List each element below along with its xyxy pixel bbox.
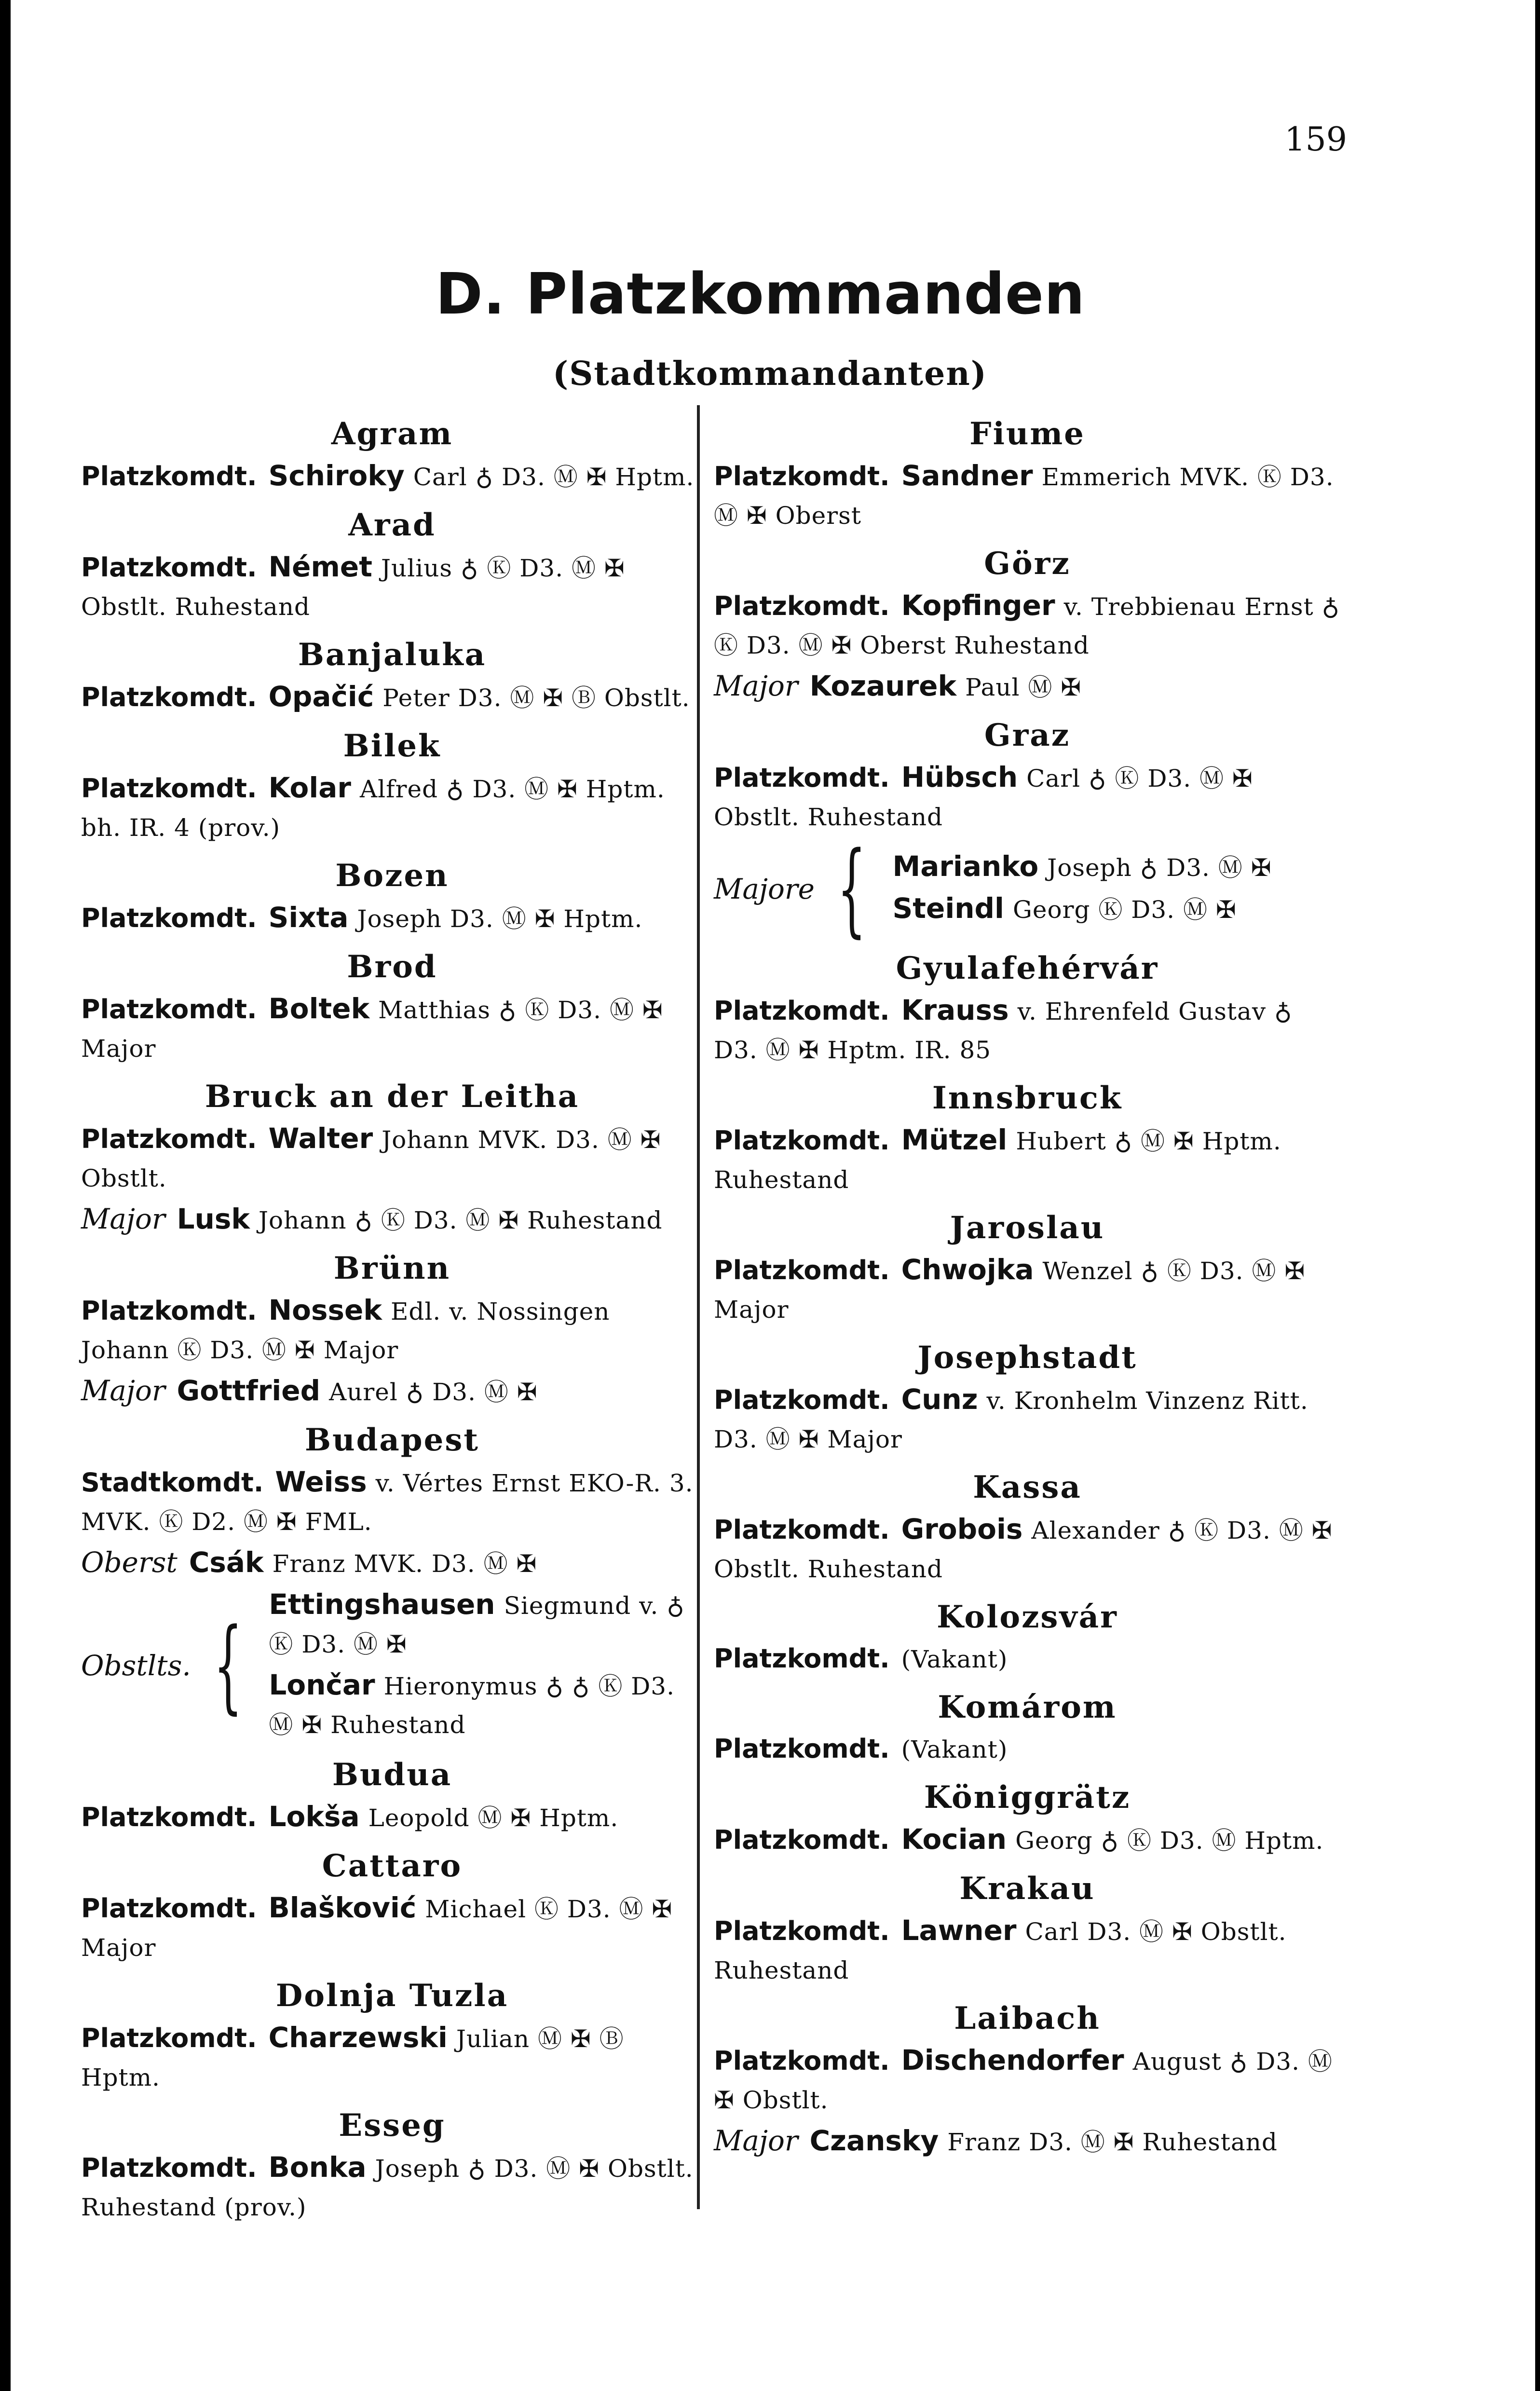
officer-rank: Platzkomdt. xyxy=(714,1734,890,1764)
officer-entry xyxy=(714,991,1341,1069)
officer-details: Franz MVK. D3. Ⓜ ✠ xyxy=(272,1550,537,1578)
group-label: Majore xyxy=(714,873,815,905)
officer-entry xyxy=(714,667,1341,707)
place-heading: Görz xyxy=(984,546,1071,582)
page-number: 159 xyxy=(1284,121,1347,159)
page-title: D. Platzkommanden xyxy=(436,260,1085,327)
officer-name: Charzewski xyxy=(268,2021,448,2054)
officer-entry xyxy=(81,1462,703,1541)
officer-name: Lokša xyxy=(268,1800,360,1833)
officer-rank: Platzkomdt. xyxy=(81,461,257,492)
place-heading: Agram xyxy=(331,416,453,452)
officer-entry xyxy=(893,889,1341,929)
group-list xyxy=(269,1585,703,1746)
officer-name: Schiroky xyxy=(268,459,405,492)
group-list xyxy=(893,847,1341,931)
officer-details: (Vakant) xyxy=(901,1735,1008,1763)
officer-entry xyxy=(81,1291,703,1369)
officer-entry xyxy=(81,1797,703,1837)
place-heading: Innsbruck xyxy=(932,1080,1123,1116)
officer-name: Gottfried xyxy=(177,1374,321,1407)
place-heading: Cattaro xyxy=(322,1848,463,1884)
officer-details: Wenzel ♁ Ⓚ D3. Ⓜ ✠ Major xyxy=(714,1257,1306,1324)
officer-rank: Platzkomdt. xyxy=(81,994,257,1025)
place-heading: Graz xyxy=(984,717,1071,753)
officer-details: v. Trebbienau Ernst ♁ Ⓚ D3. Ⓜ ✠ Oberst Ruhestand xyxy=(714,593,1340,659)
officer-rank: Platzkomdt. xyxy=(714,591,890,621)
officer-rank: Platzkomdt. xyxy=(714,1916,890,1946)
officer-group xyxy=(714,830,1341,948)
officer-name: Dischendorfer xyxy=(901,2044,1124,2077)
officer-name: Steindl xyxy=(892,892,1004,925)
officer-name: Lončar xyxy=(269,1668,375,1701)
officer-entry xyxy=(714,1510,1341,1588)
officer-entry xyxy=(81,1543,703,1583)
officer-name: Marianko xyxy=(892,850,1039,883)
officer-rank: Platzkomdt. xyxy=(714,1515,890,1545)
officer-details: Leopold Ⓜ ✠ Hptm. xyxy=(368,1804,619,1832)
officer-rank: Platzkomdt. xyxy=(81,1893,257,1924)
page-subtitle: (Stadtkommandanten) xyxy=(553,355,987,393)
officer-rank: Platzkomdt. xyxy=(81,552,257,583)
officer-name: Kocian xyxy=(901,1823,1007,1856)
officer-details: Peter D3. Ⓜ ✠ Ⓑ Obstlt. xyxy=(382,684,690,712)
officer-name: Walter xyxy=(268,1122,373,1155)
officer-name: Sixta xyxy=(268,901,349,934)
officer-rank: Platzkomdt. xyxy=(714,763,890,793)
officer-entry xyxy=(81,989,703,1068)
place-heading: Brünn xyxy=(333,1250,451,1286)
place-heading: Fiume xyxy=(969,416,1085,452)
officer-rank: Oberst xyxy=(81,1546,177,1579)
officer-rank: Platzkomdt. xyxy=(714,1385,890,1415)
officer-rank: Platzkomdt. xyxy=(714,996,890,1026)
place-heading: Komárom xyxy=(938,1689,1117,1725)
officer-name: Bonka xyxy=(268,2151,367,2184)
officer-details: Georg Ⓚ D3. Ⓜ ✠ xyxy=(1012,896,1237,924)
officer-rank: Major xyxy=(714,2124,798,2157)
right-column xyxy=(714,405,1341,2163)
officer-entry xyxy=(269,1666,703,1744)
officer-details: Emmerich MVK. Ⓚ D3. Ⓜ ✠ Oberst xyxy=(714,463,1334,530)
place-heading: Bilek xyxy=(343,728,441,764)
officer-details: Michael Ⓚ D3. Ⓜ ✠ Major xyxy=(81,1895,673,1962)
officer-name: Grobois xyxy=(901,1513,1023,1545)
officer-entry xyxy=(714,456,1341,535)
officer-name: Kolar xyxy=(268,771,351,804)
officer-name: Ettingshausen xyxy=(269,1588,495,1621)
officer-name: Lawner xyxy=(901,1914,1017,1947)
place-heading: Banjaluka xyxy=(298,637,487,673)
officer-details: (Vakant) xyxy=(901,1645,1008,1673)
officer-details: Carl D3. Ⓜ ✠ Obstlt. Ruhestand xyxy=(714,1918,1287,1984)
officer-group xyxy=(81,1585,703,1746)
officer-rank: Stadtkomdt. xyxy=(81,1467,264,1498)
officer-rank: Platzkomdt. xyxy=(714,1643,890,1674)
officer-entry xyxy=(81,768,703,847)
officer-rank: Platzkomdt. xyxy=(714,1255,890,1285)
officer-details: Joseph D3. Ⓜ ✠ Hptm. xyxy=(357,905,643,933)
brace-glyph: { xyxy=(837,830,866,948)
officer-name: Opačić xyxy=(268,680,374,713)
officer-name: Kozaurek xyxy=(809,669,957,702)
place-heading: Kassa xyxy=(973,1469,1082,1505)
officer-details: Carl ♁ D3. Ⓜ ✠ Hptm. xyxy=(413,463,695,491)
officer-name: Csák xyxy=(189,1546,264,1579)
officer-details: Hieronymus ♁ ♁ Ⓚ D3. Ⓜ ✠ Ruhestand xyxy=(269,1672,675,1739)
officer-entry xyxy=(81,677,703,717)
officer-rank: Platzkomdt. xyxy=(81,1802,257,1832)
officer-name: Kopfinger xyxy=(901,589,1055,622)
officer-details: Paul Ⓜ ✠ xyxy=(965,673,1082,701)
officer-details: Joseph ♁ D3. Ⓜ ✠ Obstlt. Ruhestand (prov.) xyxy=(81,2155,694,2221)
officer-name: Mützel xyxy=(901,1123,1008,1156)
officer-details: Johann ♁ Ⓚ D3. Ⓜ ✠ Ruhestand xyxy=(258,1206,663,1234)
place-heading: Laibach xyxy=(954,2000,1101,2036)
officer-entry xyxy=(714,1120,1341,1199)
officer-rank: Major xyxy=(81,1202,165,1235)
officer-details: Julian Ⓜ ✠ Ⓑ Hptm. xyxy=(81,2025,624,2091)
officer-details: Matthias ♁ Ⓚ D3. Ⓜ ✠ Major xyxy=(81,996,663,1063)
place-heading: Budapest xyxy=(305,1422,479,1458)
officer-entry xyxy=(714,586,1341,665)
place-heading: Josephstadt xyxy=(917,1339,1137,1376)
officer-details: v. Vértes Ernst EKO-R. 3. MVK. Ⓚ D2. Ⓜ ✠ FML. xyxy=(81,1469,694,1536)
officer-entry xyxy=(714,1640,1341,1679)
officer-entry xyxy=(714,2121,1341,2161)
officer-entry xyxy=(81,456,703,496)
officer-rank: Platzkomdt. xyxy=(714,1125,890,1156)
place-heading: Jaroslau xyxy=(950,1210,1105,1246)
officer-entry xyxy=(81,547,703,626)
officer-details: Alexander ♁ Ⓚ D3. Ⓜ ✠ Obstlt. Ruhestand xyxy=(714,1517,1333,1583)
officer-rank: Platzkomdt. xyxy=(81,1296,257,1326)
place-heading: Budua xyxy=(332,1757,452,1793)
officer-name: Cunz xyxy=(901,1383,978,1416)
group-label: Obstlts. xyxy=(81,1649,191,1682)
officer-rank: Platzkomdt. xyxy=(714,461,890,492)
officer-rank: Platzkomdt. xyxy=(81,682,257,712)
place-heading: Esseg xyxy=(339,2107,446,2144)
officer-details: v. Ehrenfeld Gustav ♁ D3. Ⓜ ✠ Hptm. IR. 85 xyxy=(714,997,1293,1064)
officer-details: Alfred ♁ D3. Ⓜ ✠ Hptm. bh. IR. 4 (prov.) xyxy=(81,775,665,842)
officer-entry xyxy=(714,1250,1341,1329)
officer-entry xyxy=(81,1200,703,1240)
officer-details: Johann MVK. D3. Ⓜ ✠ Obstlt. xyxy=(81,1126,661,1192)
officer-entry xyxy=(81,2148,703,2227)
officer-rank: Platzkomdt. xyxy=(81,1124,257,1154)
officer-entry xyxy=(81,1371,703,1411)
officer-details: v. Kronhelm Vinzenz Ritt. D3. Ⓜ ✠ Major xyxy=(714,1387,1308,1453)
officer-entry xyxy=(714,1820,1341,1860)
place-heading: Bruck an der Leitha xyxy=(204,1079,580,1115)
officer-name: Krauss xyxy=(901,994,1009,1026)
place-heading: Brod xyxy=(347,949,437,985)
place-heading: Gyulafehérvár xyxy=(896,950,1159,986)
officer-details: Joseph ♁ D3. Ⓜ ✠ xyxy=(1047,854,1272,882)
officer-name: Sandner xyxy=(901,459,1033,492)
officer-entry xyxy=(714,1911,1341,1990)
officer-rank: Major xyxy=(81,1374,165,1407)
officer-entry xyxy=(714,758,1341,836)
officer-details: Edl. v. Nossingen Johann Ⓚ D3. Ⓜ ✠ Major xyxy=(81,1298,610,1364)
brace-glyph: { xyxy=(213,1606,243,1724)
place-heading: Kolozsvár xyxy=(937,1599,1118,1635)
officer-name: Hübsch xyxy=(901,761,1018,793)
officer-details: August ♁ D3. Ⓜ ✠ Obstlt. xyxy=(714,2048,1333,2114)
officer-entry xyxy=(81,898,703,938)
officer-details: Franz D3. Ⓜ ✠ Ruhestand xyxy=(947,2128,1278,2156)
officer-rank: Platzkomdt. xyxy=(81,2153,257,2183)
officer-entry xyxy=(714,2041,1341,2119)
officer-rank: Platzkomdt. xyxy=(714,1825,890,1855)
officer-name: Blašković xyxy=(268,1891,417,1924)
officer-entry xyxy=(81,2018,703,2097)
officer-details: Georg ♁ Ⓚ D3. Ⓜ Hptm. xyxy=(1015,1827,1324,1855)
officer-name: Boltek xyxy=(268,992,370,1025)
place-heading: Arad xyxy=(348,507,436,543)
officer-details: Siegmund v. ♁ Ⓚ D3. Ⓜ ✠ xyxy=(269,1592,685,1658)
place-heading: Krakau xyxy=(959,1871,1095,1907)
left-column xyxy=(81,405,703,2228)
officer-rank: Platzkomdt. xyxy=(714,2046,890,2076)
officer-name: Weiss xyxy=(275,1465,367,1498)
officer-entry xyxy=(81,1888,703,1967)
officer-rank: Platzkomdt. xyxy=(81,773,257,804)
officer-rank: Platzkomdt. xyxy=(81,2023,257,2053)
officer-details: Aurel ♁ D3. Ⓜ ✠ xyxy=(329,1378,538,1406)
officer-entry xyxy=(269,1585,703,1664)
officer-name: Nossek xyxy=(268,1294,382,1326)
officer-rank: Platzkomdt. xyxy=(81,903,257,933)
officer-details: Julius ♁ Ⓚ D3. Ⓜ ✠ Obstlt. Ruhestand xyxy=(81,554,625,621)
officer-name: Lusk xyxy=(177,1202,250,1235)
officer-name: Czansky xyxy=(809,2124,939,2157)
officer-entry xyxy=(714,1380,1341,1459)
place-heading: Dolnja Tuzla xyxy=(275,1978,509,2014)
officer-entry xyxy=(81,1119,703,1198)
officer-details: Carl ♁ Ⓚ D3. Ⓜ ✠ Obstlt. Ruhestand xyxy=(714,765,1253,831)
officer-name: Chwojka xyxy=(901,1253,1034,1286)
officer-details: Hubert ♁ Ⓜ ✠ Hptm. Ruhestand xyxy=(714,1127,1281,1194)
place-heading: Bozen xyxy=(335,858,449,894)
officer-entry xyxy=(714,1730,1341,1769)
officer-name: Német xyxy=(268,550,372,583)
officer-entry xyxy=(893,847,1341,887)
place-heading: Königgrätz xyxy=(924,1779,1131,1816)
officer-rank: Major xyxy=(714,669,798,702)
